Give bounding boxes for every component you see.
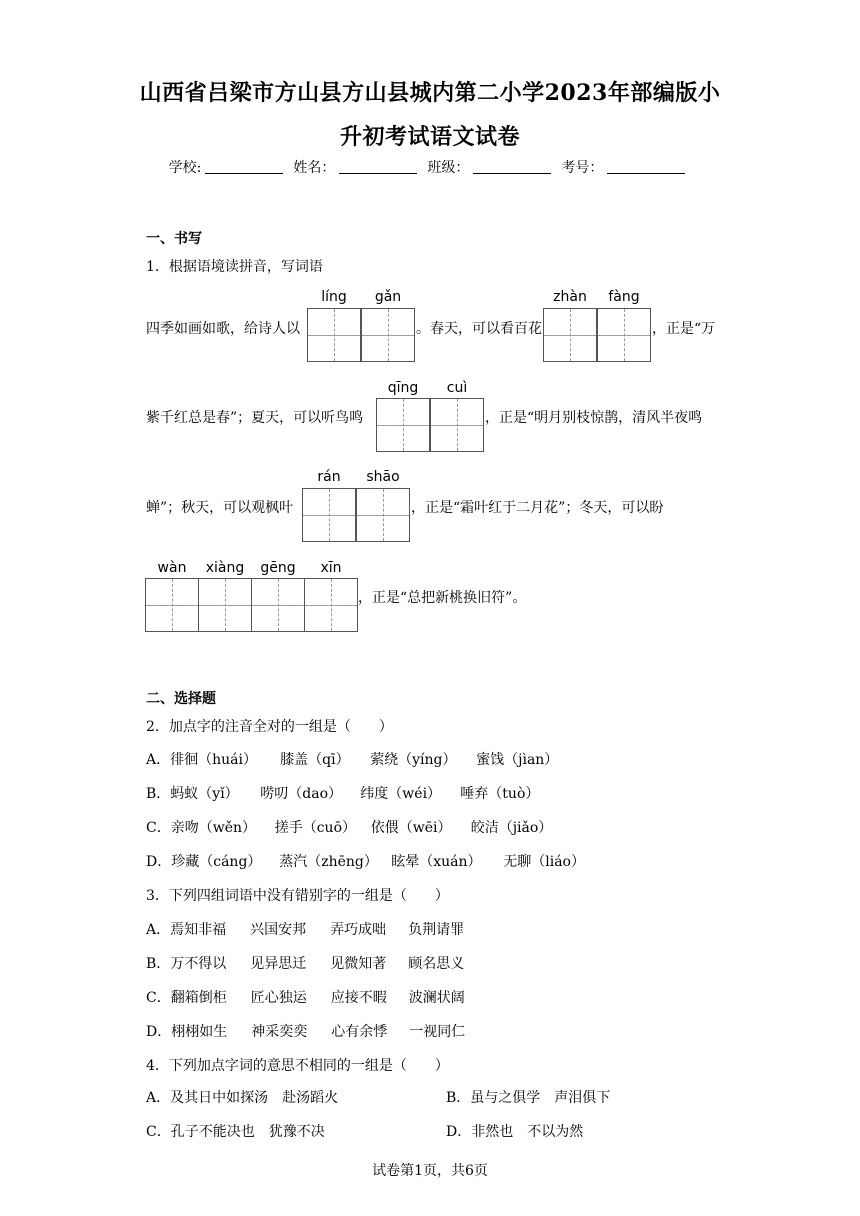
section-heading-choice: 二、选择题 (146, 691, 216, 707)
question-1-stem: 1．根据语境读拼音，写词语 (146, 259, 323, 275)
option-word: 蜜饯（jìan） (476, 752, 559, 768)
student-info-fields (0, 157, 860, 177)
question-4-option-a[interactable]: A．及其日中如探汤 赴汤蹈火 (146, 1090, 339, 1106)
school-blank[interactable] (205, 157, 283, 174)
option-word: 心有余悸 (331, 1024, 388, 1040)
exam-number-blank[interactable] (607, 157, 685, 174)
option-word: 波澜状阔 (408, 990, 465, 1006)
option-word: 纬度（wéi） (360, 786, 442, 802)
writing-grid-box[interactable] (376, 398, 430, 452)
option-letter: D． (146, 854, 172, 870)
option-word: 徘徊（huái） (170, 752, 257, 768)
row3-text-pre: 蝉”；秋天，可以观枫叶 (146, 500, 294, 516)
question-4-option-c[interactable]: C．孔子不能决也 犹豫不决 (146, 1124, 325, 1140)
option-word: 顾名思义 (408, 956, 465, 972)
option-word: 蚂蚁（yǐ） (170, 786, 239, 802)
option-word: 焉知非福 (170, 922, 227, 938)
class-blank[interactable] (473, 157, 551, 174)
question-3-option-b[interactable] (146, 953, 464, 973)
writing-grid-box[interactable] (304, 578, 358, 632)
question-2-option-a[interactable] (146, 749, 558, 769)
question-3-stem: 3．下列四组词语中没有错别字的一组是（ ） (146, 888, 449, 904)
option-word: 膝盖（qī） (280, 752, 350, 768)
name-label: 姓名： (293, 160, 336, 176)
question-4-option-d[interactable]: D．非然也 不以为然 (446, 1124, 584, 1140)
section-heading-writing: 一、书写 (146, 231, 202, 247)
option-letter: B． (146, 786, 171, 802)
option-word: 兴国安邦 (250, 922, 307, 938)
writing-grid-box[interactable] (597, 308, 651, 362)
option-word: 皎洁（jiǎo） (470, 820, 553, 836)
pinyin: wàn (157, 560, 187, 576)
name-blank[interactable] (339, 157, 417, 174)
option-word: 眩晕（xuán） (391, 854, 482, 870)
question-3-option-c[interactable] (146, 987, 465, 1007)
pinyin: zhàn (553, 289, 587, 305)
page-footer: 试卷第1页，共6页 (372, 1163, 488, 1179)
pinyin: cuì (446, 380, 468, 396)
question-3-option-d[interactable] (146, 1021, 465, 1041)
pinyin: gēng (260, 560, 296, 576)
writing-grid-box[interactable] (302, 488, 356, 542)
option-word: 一视同仁 (409, 1024, 466, 1040)
option-letter: D． (146, 1024, 172, 1040)
option-word: 搓手（cuō） (274, 820, 357, 836)
exam-title-line1: 山西省吕梁市方山县方山县城内第二小学2023年部编版小 (139, 80, 721, 106)
option-word: 神采奕奕 (251, 1024, 308, 1040)
row2-text-pre: 紫千红总是春”；夏天，可以听鸟鸣 (146, 410, 364, 426)
option-word: 负荆请罪 (408, 922, 465, 938)
question-2-option-c[interactable] (146, 817, 552, 837)
option-word: 应接不暇 (330, 990, 387, 1006)
option-letter: A． (146, 922, 171, 938)
option-word: 栩栩如生 (171, 1024, 228, 1040)
option-word: 亲吻（wěn） (170, 820, 257, 836)
row3-text-post: ，正是“霜叶红于二月花”；冬天，可以盼 (411, 500, 664, 516)
option-word: 见微知著 (330, 956, 387, 972)
school-label: 学校: (168, 160, 202, 176)
question-3-option-a[interactable] (146, 919, 464, 939)
option-word: 珍藏（cáng） (171, 854, 262, 870)
option-word: 万不得以 (170, 956, 227, 972)
pinyin: xiàng (205, 560, 245, 576)
option-letter: B． (146, 956, 171, 972)
row1-text-pre: 四季如画如歌，给诗人以 (146, 321, 300, 337)
pinyin: xīn (320, 560, 342, 576)
option-word: 萦绕（yíng） (370, 752, 457, 768)
writing-grid-box[interactable] (361, 308, 415, 362)
option-word: 唠叨（dao） (260, 786, 343, 802)
pinyin: fàng (608, 289, 640, 305)
option-word: 依偎（wēi） (370, 820, 452, 836)
writing-grid-box[interactable] (251, 578, 305, 632)
writing-grid-box[interactable] (145, 578, 199, 632)
question-4-stem: 4．下列加点字词的意思不相同的一组是（ ） (146, 1058, 449, 1074)
option-word: 无聊（liáo） (503, 854, 585, 870)
row2-text-post: ，正是“明月别枝惊鹊，清风半夜鸣 (485, 410, 703, 426)
option-word: 匠心独运 (250, 990, 307, 1006)
option-word: 弄巧成咄 (330, 922, 387, 938)
row4-text-post: ，正是“总把新桃换旧符”。 (358, 590, 527, 606)
option-letter: C． (146, 820, 171, 836)
exam-title-line2: 升初考试语文试卷 (339, 124, 520, 150)
writing-grid-box[interactable] (307, 308, 361, 362)
question-4-option-b[interactable]: B．虽与之俱学 声泪俱下 (446, 1090, 611, 1106)
question-2-option-d[interactable] (146, 851, 585, 871)
question-2-option-b[interactable] (146, 783, 539, 803)
row1-text-post: ，正是“万 (652, 321, 716, 337)
option-letter: C． (146, 990, 171, 1006)
exam-number-label: 考号： (561, 160, 604, 176)
option-word: 翻箱倒柜 (170, 990, 227, 1006)
pinyin: líng (321, 289, 347, 305)
pinyin: gǎn (374, 289, 402, 305)
option-word: 蒸汽（zhēng） (279, 854, 378, 870)
pinyin: rán (317, 469, 341, 485)
pinyin: shāo (366, 469, 400, 485)
class-label: 班级： (427, 160, 470, 176)
row1-text-mid: 。春天，可以看百花 (416, 321, 542, 337)
writing-grid-box[interactable] (198, 578, 252, 632)
writing-grid-box[interactable] (543, 308, 597, 362)
writing-grid-box[interactable] (356, 488, 410, 542)
question-2-stem: 2．加点字的注音全对的一组是（ ） (146, 719, 393, 735)
option-word: 见异思迁 (250, 956, 307, 972)
writing-grid-box[interactable] (430, 398, 484, 452)
pinyin: qīng (387, 380, 419, 396)
option-letter: A． (146, 752, 171, 768)
option-word: 唾弃（tuò） (460, 786, 540, 802)
